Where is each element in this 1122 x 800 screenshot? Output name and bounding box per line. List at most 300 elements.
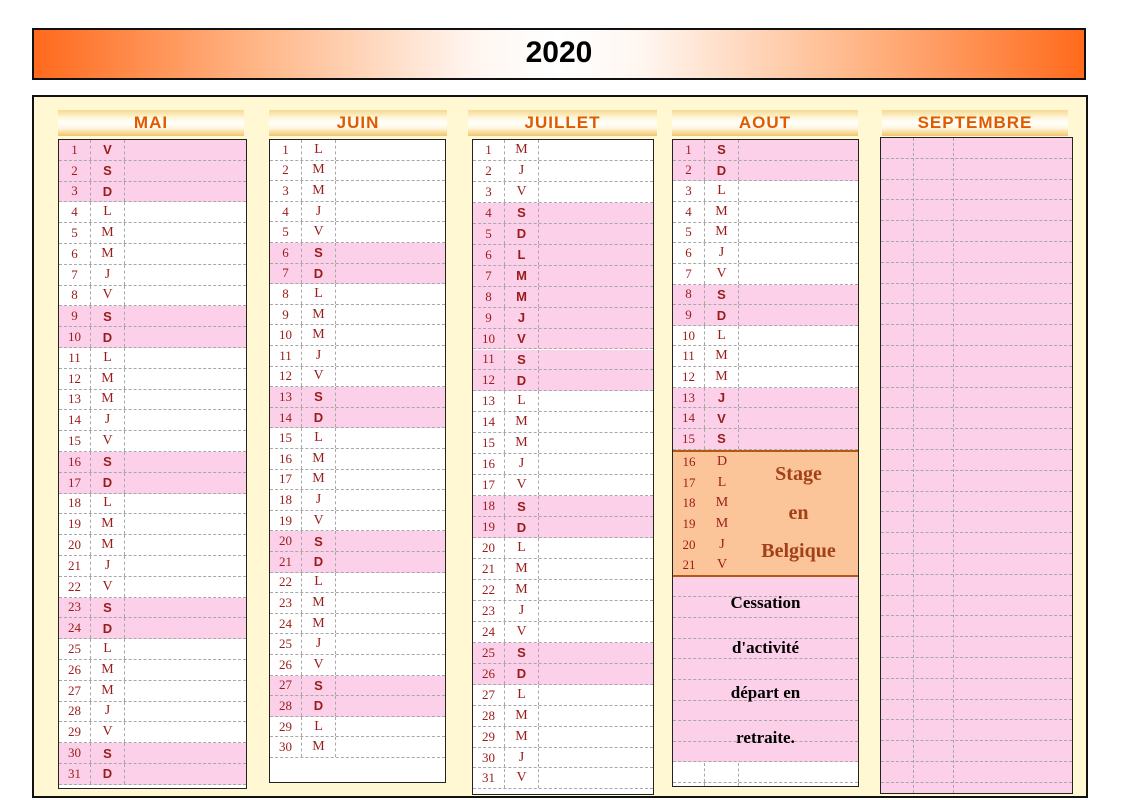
day-row-empty: [881, 596, 1072, 617]
day-number: 22: [473, 580, 505, 600]
day-row: [673, 326, 858, 347]
day-row: [270, 552, 445, 573]
day-row-empty: [881, 388, 1072, 409]
day-row: [473, 769, 653, 790]
day-row-empty: [881, 533, 1072, 554]
day-number: 12: [270, 367, 302, 387]
day-row: [59, 161, 246, 182]
day-row: [473, 287, 653, 308]
day-letter: L: [91, 348, 125, 368]
day-letter: J: [302, 202, 336, 222]
day-row-empty: [881, 637, 1072, 658]
day-row: [59, 140, 246, 161]
day-row: [673, 202, 858, 223]
day-number: 23: [270, 593, 302, 613]
day-row: [473, 601, 653, 622]
day-row: [270, 305, 445, 326]
day-number: 4: [673, 202, 705, 222]
day-number: 29: [59, 722, 91, 742]
day-row: [59, 452, 246, 473]
day-number: 28: [59, 702, 91, 722]
day-row: [59, 286, 246, 307]
day-letter: J: [91, 702, 125, 722]
day-letter: M: [91, 369, 125, 389]
day-letter: M: [91, 244, 125, 264]
day-row: [270, 470, 445, 491]
day-letter: V: [91, 431, 125, 451]
day-number: 21: [270, 552, 302, 572]
day-letter: V: [91, 140, 125, 160]
day-row: [473, 370, 653, 391]
day-number: 17: [682, 474, 696, 490]
day-number-empty: [673, 763, 705, 783]
day-letter: D: [505, 224, 539, 244]
day-row-empty: [673, 639, 858, 660]
day-row: [473, 496, 653, 517]
day-number: 14: [270, 408, 302, 428]
day-letter: S: [505, 203, 539, 223]
day-letter: M: [91, 681, 125, 701]
day-letter: V: [91, 722, 125, 742]
day-letter: J: [91, 410, 125, 430]
day-row-empty: [881, 429, 1072, 450]
day-row-empty: [881, 471, 1072, 492]
day-letter: L: [91, 494, 125, 514]
day-letter: M: [505, 580, 539, 600]
day-row: [473, 245, 653, 266]
day-letter: J: [302, 346, 336, 366]
day-row: [270, 367, 445, 388]
column-divider: [913, 138, 914, 793]
day-row: [473, 475, 653, 496]
day-row: [59, 202, 246, 223]
day-row: [59, 743, 246, 764]
day-number: 13: [473, 391, 505, 411]
day-number: 1: [473, 140, 505, 160]
day-letter: S: [302, 676, 336, 696]
retirement-note-line: retraite.: [736, 727, 795, 747]
day-number: 2: [270, 161, 302, 181]
day-number: 18: [473, 496, 505, 516]
day-row: [473, 559, 653, 580]
day-number: 11: [59, 348, 91, 368]
day-number: 26: [270, 655, 302, 675]
calendar-panel: [32, 95, 1088, 798]
day-row: [59, 556, 246, 577]
day-number: 16: [682, 454, 696, 470]
day-number: 22: [270, 573, 302, 593]
day-number-empty: [673, 783, 705, 787]
day-row: [59, 369, 246, 390]
day-row-empty: [673, 783, 858, 787]
day-letter: D: [705, 161, 739, 181]
day-letter: D: [505, 517, 539, 537]
day-row: [59, 223, 246, 244]
day-row: [59, 494, 246, 515]
day-number: 21: [682, 557, 696, 573]
day-letter: V: [705, 408, 739, 428]
day-number: 16: [473, 454, 505, 474]
day-row: [473, 329, 653, 350]
day-number: 31: [473, 769, 505, 789]
day-letter: D: [91, 473, 125, 493]
day-letter: J: [505, 308, 539, 328]
day-letter: M: [705, 367, 739, 387]
day-row: [473, 350, 653, 371]
day-number: 17: [270, 470, 302, 490]
day-row: [270, 264, 445, 285]
day-number: 26: [59, 660, 91, 680]
day-row: [270, 614, 445, 635]
day-row: [59, 660, 246, 681]
day-number: 27: [59, 681, 91, 701]
day-number: 14: [473, 412, 505, 432]
day-number: 4: [473, 203, 505, 223]
day-row: [270, 696, 445, 717]
day-row: [473, 643, 653, 664]
day-letter: M: [302, 305, 336, 325]
day-letter: S: [505, 643, 539, 663]
day-number: 12: [473, 370, 505, 390]
day-row: [270, 161, 445, 182]
day-letter: J: [505, 454, 539, 474]
day-row: [473, 517, 653, 538]
day-row: [473, 706, 653, 727]
day-letter: S: [91, 452, 125, 472]
day-row: [270, 346, 445, 367]
day-number: 24: [473, 622, 505, 642]
day-number: 10: [59, 327, 91, 347]
day-letter: M: [302, 470, 336, 490]
day-letter: M: [302, 325, 336, 345]
month-column-septembre: [880, 137, 1073, 794]
day-row: [59, 265, 246, 286]
day-letter: D: [705, 305, 739, 325]
day-number: 25: [270, 634, 302, 654]
day-number: 24: [270, 614, 302, 634]
day-letter: D: [91, 764, 125, 784]
month-column-mai: [58, 139, 247, 789]
day-row: [673, 181, 858, 202]
day-row-empty: [881, 616, 1072, 637]
day-number: 21: [59, 556, 91, 576]
day-row: [673, 388, 858, 409]
day-row: [473, 538, 653, 559]
month-column-juillet: [472, 139, 654, 795]
day-letter: M: [705, 223, 739, 243]
day-row: [59, 473, 246, 494]
day-number: 30: [473, 748, 505, 768]
day-number: 18: [270, 490, 302, 510]
retirement-note-line: Cessation: [730, 593, 801, 613]
day-number: 2: [59, 161, 91, 181]
day-number: 14: [673, 408, 705, 428]
day-letter: J: [505, 161, 539, 181]
stage-label-line: en: [788, 501, 809, 524]
day-number: 29: [270, 717, 302, 737]
day-letter: D: [716, 454, 728, 470]
day-letter: S: [91, 598, 125, 618]
day-letter: J: [719, 536, 725, 552]
stage-label-line: Belgique: [761, 539, 836, 562]
day-letter: S: [505, 350, 539, 370]
day-row-empty: [881, 325, 1072, 346]
day-row: [270, 717, 445, 738]
day-number: 12: [59, 369, 91, 389]
day-row: [473, 140, 653, 161]
day-letter: V: [91, 577, 125, 597]
day-number: 4: [59, 202, 91, 222]
day-letter: M: [715, 495, 729, 511]
retirement-note-line: d'activité: [731, 638, 800, 658]
day-letter: M: [302, 737, 336, 757]
day-row: [473, 727, 653, 748]
day-letter: M: [705, 202, 739, 222]
day-row: [59, 306, 246, 327]
day-number: 7: [270, 264, 302, 284]
day-row: [270, 490, 445, 511]
day-number: 8: [59, 286, 91, 306]
day-number: 8: [270, 284, 302, 304]
month-header-juin: JUIN: [269, 110, 447, 136]
day-row-empty: [673, 680, 858, 701]
day-letter: V: [716, 557, 728, 573]
day-number: 20: [473, 538, 505, 558]
day-row: [673, 429, 858, 450]
day-letter: D: [505, 664, 539, 684]
day-number: 8: [473, 287, 505, 307]
day-row: [673, 305, 858, 326]
day-letter: V: [705, 264, 739, 284]
day-row: [473, 224, 653, 245]
day-row: [270, 325, 445, 346]
day-number: 2: [473, 161, 505, 181]
day-number: 13: [59, 390, 91, 410]
month-header-mai: MAI: [58, 110, 244, 136]
day-number: 31: [59, 764, 91, 784]
day-number: 11: [270, 346, 302, 366]
day-number: 3: [473, 182, 505, 202]
day-letter: M: [505, 287, 539, 307]
day-row-empty: [881, 242, 1072, 263]
day-letter: L: [705, 326, 739, 346]
day-number: 7: [673, 264, 705, 284]
month-header-septembre: SEPTEMBRE: [882, 110, 1068, 136]
day-number: 20: [270, 531, 302, 551]
day-number: 7: [473, 266, 505, 286]
day-row: [270, 531, 445, 552]
day-row-empty: [881, 263, 1072, 284]
day-number: 2: [673, 161, 705, 181]
stage-block: [673, 450, 858, 577]
day-number: 25: [59, 639, 91, 659]
day-row-empty: [881, 284, 1072, 305]
day-number: 11: [673, 347, 705, 367]
day-row: [270, 634, 445, 655]
day-row: [473, 161, 653, 182]
day-letter: L: [91, 639, 125, 659]
day-letter: S: [302, 387, 336, 407]
day-letter: D: [91, 618, 125, 638]
day-row: [270, 676, 445, 697]
year-title: 2020: [525, 36, 593, 69]
day-letter: M: [91, 223, 125, 243]
day-number: 16: [59, 452, 91, 472]
day-row: [673, 223, 858, 244]
day-row-empty: [881, 200, 1072, 221]
day-number: 5: [270, 222, 302, 242]
day-number: 5: [673, 223, 705, 243]
day-number: 23: [59, 598, 91, 618]
day-letter: L: [302, 428, 336, 448]
day-row-empty: [673, 701, 858, 722]
day-letter: M: [505, 706, 539, 726]
day-row: [473, 454, 653, 475]
day-row: [270, 428, 445, 449]
day-letter: M: [302, 161, 336, 181]
day-letter: S: [91, 743, 125, 763]
day-number: 9: [270, 305, 302, 325]
day-row-empty: [673, 618, 858, 639]
day-row: [270, 408, 445, 429]
day-row: [59, 182, 246, 203]
day-letter: M: [302, 614, 336, 634]
day-number: 24: [59, 618, 91, 638]
day-row: [270, 181, 445, 202]
day-row: [59, 722, 246, 743]
day-number: 9: [59, 306, 91, 326]
day-letter: M: [505, 412, 539, 432]
day-letter: L: [302, 284, 336, 304]
day-letter: S: [705, 429, 739, 449]
day-number: 19: [270, 511, 302, 531]
day-number: 18: [59, 494, 91, 514]
day-number: 3: [59, 182, 91, 202]
day-number: 12: [673, 367, 705, 387]
day-row: [270, 243, 445, 264]
day-number: 20: [59, 535, 91, 555]
day-letter: D: [505, 370, 539, 390]
day-letter: L: [505, 391, 539, 411]
day-letter-empty: [705, 783, 739, 787]
day-row-empty: [881, 512, 1072, 533]
day-row-empty: [881, 304, 1072, 325]
day-letter: L: [717, 474, 727, 490]
day-row: [473, 580, 653, 601]
day-row: [59, 702, 246, 723]
day-letter: M: [302, 593, 336, 613]
day-letter: L: [302, 717, 336, 737]
day-letter: M: [302, 449, 336, 469]
day-letter: M: [505, 433, 539, 453]
day-row-empty: [881, 658, 1072, 679]
day-row: [673, 140, 858, 161]
day-number: 16: [270, 449, 302, 469]
day-row-empty: [881, 720, 1072, 741]
day-letter: M: [505, 266, 539, 286]
day-letter-empty: [705, 763, 739, 783]
day-number: 3: [270, 181, 302, 201]
day-letter: L: [505, 538, 539, 558]
column-divider: [953, 138, 954, 793]
day-number: 6: [59, 244, 91, 264]
day-number: 5: [59, 223, 91, 243]
day-row: [59, 764, 246, 785]
day-letter: M: [505, 559, 539, 579]
day-number: 10: [270, 325, 302, 345]
stage-label: [739, 452, 858, 575]
day-row: [270, 573, 445, 594]
day-row: [473, 412, 653, 433]
day-letter: J: [302, 634, 336, 654]
day-number: 15: [673, 429, 705, 449]
day-row: [59, 681, 246, 702]
day-number: 20: [682, 536, 696, 552]
day-number: 10: [673, 326, 705, 346]
day-number: 19: [59, 514, 91, 534]
day-number: 9: [473, 308, 505, 328]
day-number: 3: [673, 181, 705, 201]
day-row: [270, 737, 445, 758]
day-row: [473, 685, 653, 706]
stage-label-line: Stage: [775, 463, 822, 486]
day-row: [473, 203, 653, 224]
day-row: [59, 535, 246, 556]
day-number: 15: [473, 433, 505, 453]
month-column-aout: [672, 139, 859, 787]
day-letter: J: [705, 243, 739, 263]
day-letter: L: [91, 202, 125, 222]
day-number: 28: [473, 706, 505, 726]
day-number: 13: [270, 387, 302, 407]
day-letter: J: [505, 601, 539, 621]
day-letter: D: [302, 696, 336, 716]
day-letter: V: [302, 511, 336, 531]
day-letter: V: [505, 475, 539, 495]
day-row: [473, 748, 653, 769]
day-row: [59, 431, 246, 452]
day-number: 4: [270, 202, 302, 222]
day-row: [270, 222, 445, 243]
day-letter: V: [302, 222, 336, 242]
day-number: 13: [673, 388, 705, 408]
day-letter: S: [705, 285, 739, 305]
day-number: 29: [473, 727, 505, 747]
day-row: [673, 243, 858, 264]
day-number: 25: [473, 643, 505, 663]
day-number: 7: [59, 265, 91, 285]
day-row: [270, 449, 445, 470]
day-number: 6: [270, 243, 302, 263]
day-letter: M: [705, 347, 739, 367]
day-letter: V: [505, 329, 539, 349]
day-letter: S: [302, 243, 336, 263]
day-number: 27: [473, 685, 505, 705]
day-number: 15: [59, 431, 91, 451]
day-number: 22: [59, 577, 91, 597]
day-row: [59, 514, 246, 535]
day-row: [473, 308, 653, 329]
day-letter: S: [302, 531, 336, 551]
day-row: [473, 182, 653, 203]
day-number: 21: [473, 559, 505, 579]
day-row: [59, 244, 246, 265]
day-number: 1: [673, 140, 705, 160]
day-letter: J: [91, 265, 125, 285]
day-row-empty: [881, 138, 1072, 159]
day-number: 6: [473, 245, 505, 265]
day-letter: M: [91, 514, 125, 534]
